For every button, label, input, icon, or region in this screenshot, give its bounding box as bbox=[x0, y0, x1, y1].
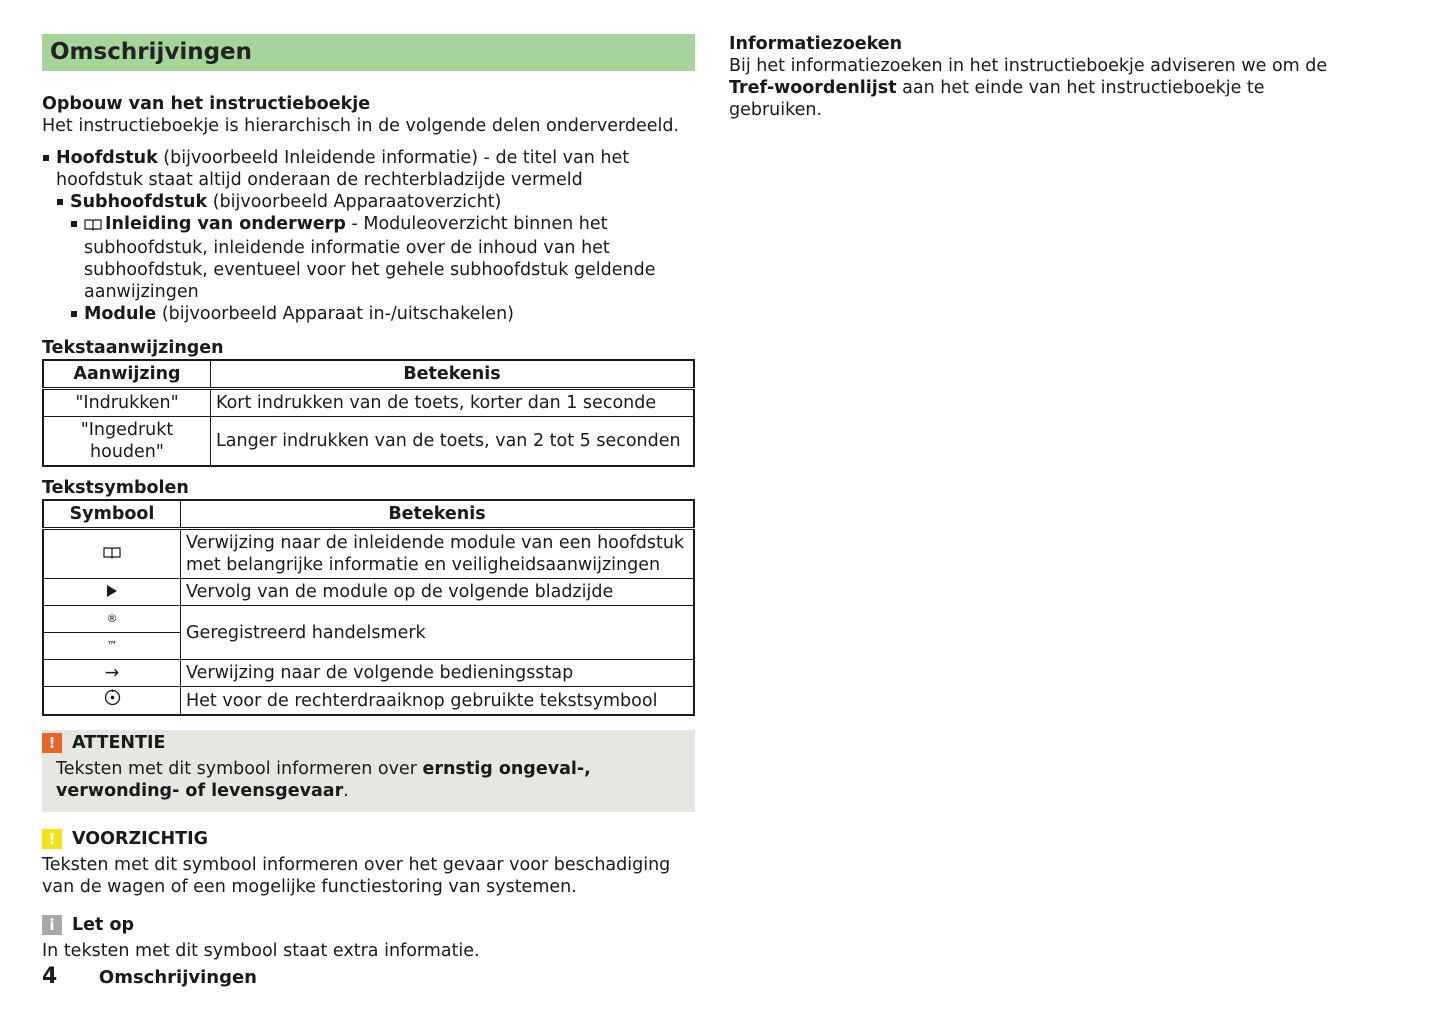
table-row bbox=[43, 579, 694, 606]
module-label: Module bbox=[84, 304, 157, 324]
footer-title: Omschrijvingen bbox=[98, 967, 257, 988]
list-item-subhoofdstuk bbox=[56, 191, 695, 325]
book-icon bbox=[84, 215, 102, 237]
warning-icon: ! bbox=[42, 733, 62, 753]
opbouw-intro: Het instructieboekje is hierarchisch in de volgende delen onderverdeeld. bbox=[42, 116, 680, 136]
inleiding-text: - Moduleoverzicht binnen het subhoofdstuk, inleidende informatie over de inhoud van het subhoofdstuk, eventueel voor het gehele subhoofdstuk geldende aanwijzingen bbox=[84, 214, 656, 302]
betekenis-cell: Het voor de rechterdraaiknop gebruikte tekstsymbool bbox=[181, 687, 695, 716]
letop-title: Let op bbox=[72, 915, 135, 935]
page-number: 4 bbox=[42, 964, 58, 989]
voorzichtig-title: VOORZICHTIG bbox=[72, 829, 208, 849]
info-icon: i bbox=[42, 915, 62, 935]
inleiding-label: Inleiding van onderwerp bbox=[105, 214, 346, 234]
hoofdstuk-label: Hoofdstuk bbox=[56, 148, 158, 168]
tekstsymbolen-heading: Tekstsymbolen bbox=[42, 478, 189, 498]
table-row bbox=[43, 660, 694, 687]
caution-icon: ! bbox=[42, 829, 62, 849]
letop-text: In teksten met dit symbool staat extra informatie. bbox=[42, 941, 480, 961]
module-text: (bijvoorbeeld Apparaat in-/uitschakelen) bbox=[156, 304, 514, 324]
attentie-text bbox=[56, 758, 681, 802]
col-symbool: Symbool bbox=[43, 500, 181, 529]
informatiezoeken-text-before: Bij het informatiezoeken in het instructieboekje adviseren we om de bbox=[729, 56, 1328, 76]
page-footer bbox=[42, 966, 257, 989]
list-item-inleiding bbox=[70, 213, 695, 303]
tekstaanwijzingen-heading: Tekstaanwijzingen bbox=[42, 338, 224, 358]
hoofdstuk-text: (bijvoorbeeld Inleidende informatie) - de titel van het hoofdstuk staat altijd onderaan de rechterbladzijde vermeld bbox=[56, 148, 630, 190]
table-row bbox=[43, 687, 694, 716]
registered-symbol-cell: ® bbox=[43, 606, 181, 633]
informatiezoeken-text-after: aan het einde van het instructieboekje te gebruiken. bbox=[729, 78, 1265, 120]
subsub-list bbox=[70, 213, 695, 325]
aanwijzing-cell: "Ingedrukt houden" bbox=[43, 417, 211, 467]
informatiezoeken-text bbox=[729, 55, 1359, 121]
attentie-text-after: . bbox=[343, 781, 349, 801]
attentie-title: ATTENTIE bbox=[72, 733, 166, 753]
tekstsymbolen-table bbox=[42, 499, 695, 716]
attentie-text-bold: ernstig ongeval-, verwonding- of levensgevaar bbox=[56, 759, 591, 801]
voorzichtig-box bbox=[42, 828, 695, 898]
attentie-title-row bbox=[42, 732, 681, 754]
subhoofdstuk-label: Subhoofdstuk bbox=[70, 192, 208, 212]
table-row bbox=[43, 606, 694, 633]
voorzichtig-text: Teksten met dit symbool informeren over het gevaar voor beschadiging van de wagen of een mogelijke functiestoring van systemen. bbox=[42, 855, 671, 897]
letop-box bbox=[42, 914, 695, 962]
book-icon bbox=[103, 544, 121, 564]
informatiezoeken-heading: Informatiezoeken bbox=[729, 34, 903, 54]
section-title: Omschrijvingen bbox=[42, 34, 695, 71]
triangle-right-icon bbox=[106, 582, 118, 602]
structure-list bbox=[42, 147, 695, 325]
table-header-row bbox=[43, 360, 694, 389]
tekstaanwijzingen-table bbox=[42, 359, 695, 467]
attentie-text-before: Teksten met dit symbool informeren over bbox=[56, 759, 423, 779]
subhoofdstuk-text: (bijvoorbeeld Apparaatoverzicht) bbox=[207, 192, 502, 212]
opbouw-section bbox=[42, 93, 695, 325]
betekenis-cell: Vervolg van de module op de volgende bladzijde bbox=[181, 579, 695, 606]
rotary-knob-icon bbox=[104, 691, 121, 711]
col-betekenis: Betekenis bbox=[211, 360, 695, 389]
list-item-module bbox=[70, 303, 695, 325]
arrow-symbol-cell: → bbox=[43, 660, 181, 687]
betekenis-cell: Verwijzing naar de volgende bedieningsstap bbox=[181, 660, 695, 687]
sub-list bbox=[56, 191, 695, 325]
symbol-cell bbox=[43, 579, 181, 606]
trademark-symbol-cell: ™ bbox=[43, 633, 181, 660]
attentie-box bbox=[42, 730, 695, 812]
betekenis-cell: Kort indrukken van de toets, korter dan 1 seconde bbox=[211, 389, 695, 417]
table-row bbox=[43, 529, 694, 579]
table-row bbox=[43, 389, 694, 417]
symbol-cell bbox=[43, 687, 181, 716]
letop-title-row bbox=[42, 914, 695, 936]
betekenis-cell: Langer indrukken van de toets, van 2 tot 5 seconden bbox=[211, 417, 695, 467]
left-column bbox=[42, 34, 695, 962]
symbol-cell bbox=[43, 529, 181, 579]
aanwijzing-cell: "Indrukken" bbox=[43, 389, 211, 417]
betekenis-cell: Geregistreerd handelsmerk bbox=[181, 606, 695, 660]
table-header-row bbox=[43, 500, 694, 529]
opbouw-heading: Opbouw van het instructieboekje bbox=[42, 94, 371, 114]
voorzichtig-title-row bbox=[42, 828, 695, 850]
col-betekenis: Betekenis bbox=[181, 500, 695, 529]
col-aanwijzing: Aanwijzing bbox=[43, 360, 211, 389]
table-row bbox=[43, 417, 694, 467]
betekenis-cell: Verwijzing naar de inleidende module van een hoofdstuk met belangrijke informatie en veiligheidsaanwijzingen bbox=[181, 529, 695, 579]
trefwoordenlijst-bold: Tref-woordenlijst bbox=[729, 78, 897, 98]
right-column bbox=[729, 33, 1359, 121]
list-item-hoofdstuk bbox=[42, 147, 695, 325]
